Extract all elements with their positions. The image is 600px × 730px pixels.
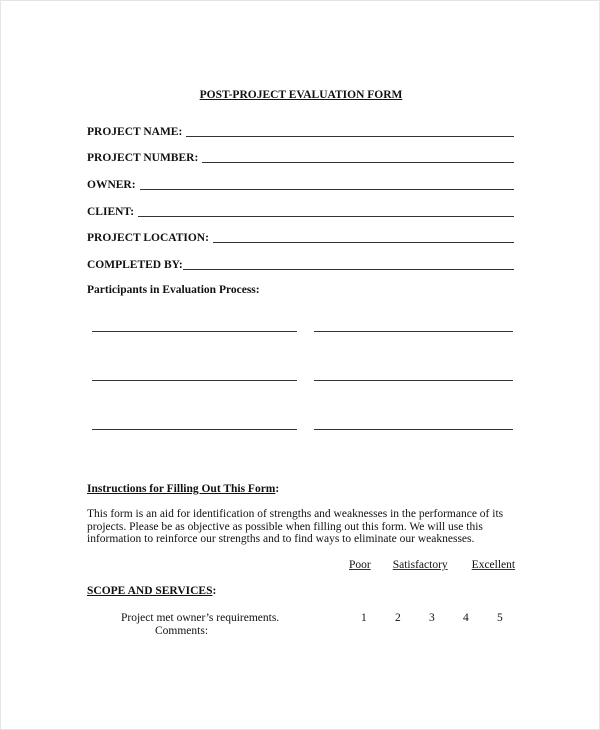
form-title: POST-PROJECT EVALUATION FORM <box>199 89 403 101</box>
rating-option-5[interactable]: 5 <box>497 612 503 624</box>
field-client[interactable] <box>87 205 514 219</box>
input-line[interactable] <box>186 136 514 137</box>
rating-scale-header <box>349 559 515 572</box>
field-project-number[interactable] <box>87 151 514 165</box>
field-label: PROJECT NUMBER: <box>87 152 199 164</box>
input-line[interactable] <box>202 162 514 163</box>
participant-line[interactable] <box>314 331 513 332</box>
rating-poor: Poor <box>349 559 371 571</box>
rating-option-3[interactable]: 3 <box>429 612 435 624</box>
input-line[interactable] <box>140 189 514 190</box>
field-completed-by[interactable] <box>87 258 514 272</box>
field-label: PROJECT LOCATION: <box>87 232 209 244</box>
participant-line[interactable] <box>92 380 297 381</box>
participant-line[interactable] <box>92 429 297 430</box>
participant-line[interactable] <box>314 380 513 381</box>
rating-satisfactory: Satisfactory <box>392 559 448 571</box>
input-line[interactable] <box>213 242 514 243</box>
field-label: PROJECT NAME: <box>87 126 183 138</box>
field-owner[interactable] <box>87 178 514 192</box>
input-line[interactable] <box>138 216 514 217</box>
instructions-text-line: information to reinforce our strengths and to find ways to eliminate our weaknesses. <box>87 533 475 545</box>
field-label: CLIENT: <box>87 206 135 218</box>
field-project-name[interactable] <box>87 125 514 139</box>
instructions-heading: Instructions for Filling Out This Form: <box>87 483 280 495</box>
input-line[interactable] <box>183 269 514 270</box>
rating-excellent: Excellent <box>471 559 516 571</box>
field-label: OWNER: <box>87 179 136 191</box>
rating-option-4[interactable]: 4 <box>463 612 469 624</box>
item-text: Project met owner’s requirements. <box>121 612 280 624</box>
rating-option-1[interactable]: 1 <box>361 612 367 624</box>
rating-option-2[interactable]: 2 <box>395 612 401 624</box>
instructions-text-line: This form is an aid for identification of strengths and weaknesses in the performance of its <box>87 508 504 520</box>
field-label: COMPLETED BY: <box>87 259 183 271</box>
field-project-location[interactable] <box>87 231 514 245</box>
instructions-text-line: projects. Please be as objective as possible when filling out this form. We will use this <box>87 520 483 533</box>
participant-line[interactable] <box>314 429 513 430</box>
participants-label: Participants in Evaluation Process: <box>87 284 260 296</box>
item-comments-label: Comments: <box>155 625 209 637</box>
participant-line[interactable] <box>92 331 297 332</box>
section-heading: SCOPE AND SERVICES: <box>87 585 217 597</box>
